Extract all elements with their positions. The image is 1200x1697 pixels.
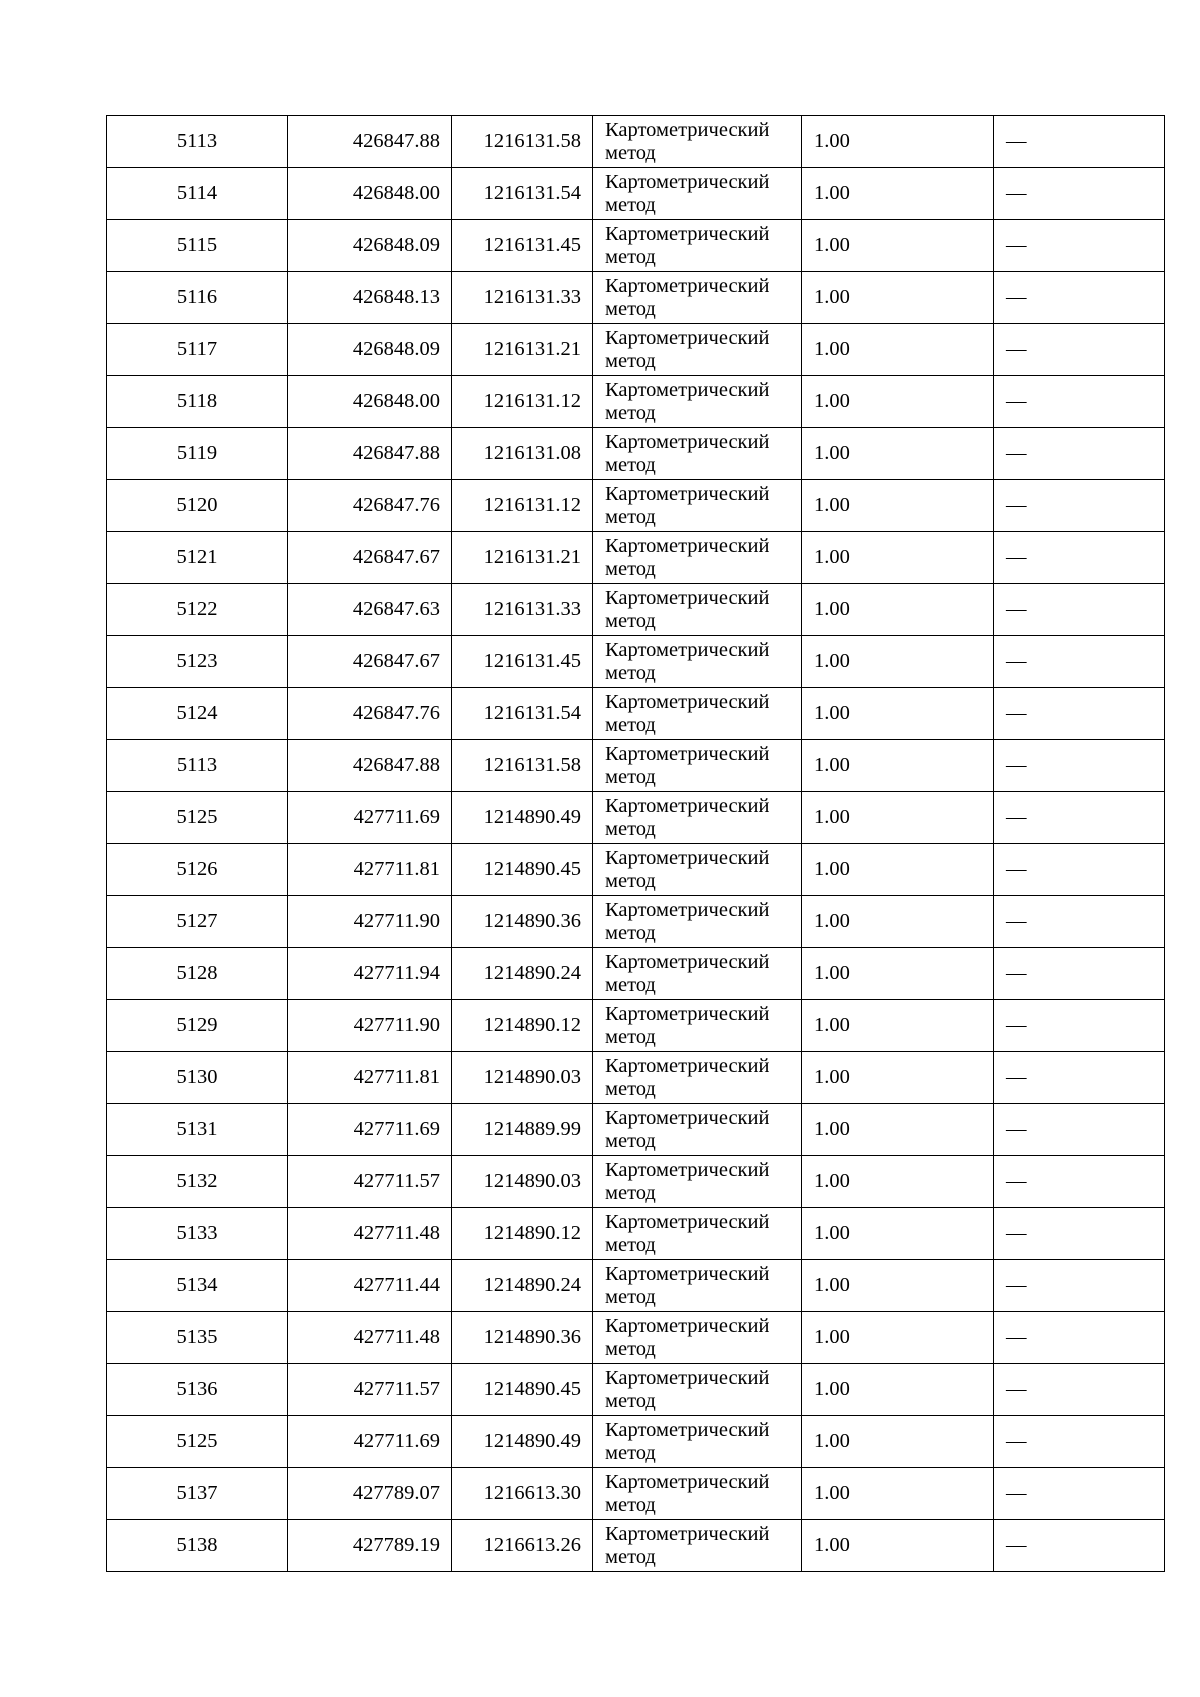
table-row <box>107 480 1165 532</box>
point-number-cell: 5131 <box>107 1104 288 1156</box>
x-coordinate-cell: 427711.81 <box>288 1052 452 1104</box>
method-cell: Картометрический метод <box>593 1468 802 1520</box>
table-row <box>107 1104 1165 1156</box>
description-cell: — <box>994 1520 1165 1572</box>
accuracy-cell: 1.00 <box>802 116 994 168</box>
x-coordinate-cell: 427711.81 <box>288 844 452 896</box>
method-cell: Картометрический метод <box>593 116 802 168</box>
accuracy-cell: 1.00 <box>802 1312 994 1364</box>
x-coordinate-cell: 426847.67 <box>288 532 452 584</box>
method-cell: Картометрический метод <box>593 428 802 480</box>
method-cell: Картометрический метод <box>593 220 802 272</box>
point-number-cell: 5121 <box>107 532 288 584</box>
description-cell: — <box>994 116 1165 168</box>
table-row <box>107 1364 1165 1416</box>
description-cell: — <box>994 688 1165 740</box>
y-coordinate-cell: 1216131.33 <box>452 272 593 324</box>
description-cell: — <box>994 1156 1165 1208</box>
method-cell: Картометрический метод <box>593 844 802 896</box>
coordinates-table <box>106 115 1165 1572</box>
accuracy-cell: 1.00 <box>802 1156 994 1208</box>
coordinates-table-body <box>107 116 1165 1572</box>
table-row <box>107 1312 1165 1364</box>
x-coordinate-cell: 426847.88 <box>288 116 452 168</box>
y-coordinate-cell: 1214890.12 <box>452 1208 593 1260</box>
x-coordinate-cell: 426847.88 <box>288 428 452 480</box>
description-cell: — <box>994 272 1165 324</box>
method-cell: Картометрический метод <box>593 1156 802 1208</box>
method-cell: Картометрический метод <box>593 584 802 636</box>
y-coordinate-cell: 1216131.21 <box>452 324 593 376</box>
point-number-cell: 5135 <box>107 1312 288 1364</box>
point-number-cell: 5133 <box>107 1208 288 1260</box>
x-coordinate-cell: 426847.88 <box>288 740 452 792</box>
method-cell: Картометрический метод <box>593 1104 802 1156</box>
point-number-cell: 5123 <box>107 636 288 688</box>
table-row <box>107 532 1165 584</box>
point-number-cell: 5119 <box>107 428 288 480</box>
accuracy-cell: 1.00 <box>802 480 994 532</box>
y-coordinate-cell: 1216131.58 <box>452 116 593 168</box>
x-coordinate-cell: 427789.19 <box>288 1520 452 1572</box>
y-coordinate-cell: 1214890.45 <box>452 1364 593 1416</box>
y-coordinate-cell: 1216131.12 <box>452 376 593 428</box>
point-number-cell: 5137 <box>107 1468 288 1520</box>
description-cell: — <box>994 532 1165 584</box>
y-coordinate-cell: 1214890.36 <box>452 1312 593 1364</box>
y-coordinate-cell: 1216131.45 <box>452 636 593 688</box>
method-cell: Картометрический метод <box>593 480 802 532</box>
accuracy-cell: 1.00 <box>802 584 994 636</box>
description-cell: — <box>994 740 1165 792</box>
method-cell: Картометрический метод <box>593 532 802 584</box>
description-cell: — <box>994 324 1165 376</box>
y-coordinate-cell: 1214890.24 <box>452 1260 593 1312</box>
y-coordinate-cell: 1214890.12 <box>452 1000 593 1052</box>
x-coordinate-cell: 426848.09 <box>288 324 452 376</box>
x-coordinate-cell: 427711.48 <box>288 1312 452 1364</box>
table-row <box>107 636 1165 688</box>
description-cell: — <box>994 220 1165 272</box>
point-number-cell: 5113 <box>107 740 288 792</box>
point-number-cell: 5115 <box>107 220 288 272</box>
table-row <box>107 896 1165 948</box>
x-coordinate-cell: 427789.07 <box>288 1468 452 1520</box>
point-number-cell: 5117 <box>107 324 288 376</box>
y-coordinate-cell: 1214890.03 <box>452 1156 593 1208</box>
accuracy-cell: 1.00 <box>802 220 994 272</box>
method-cell: Картометрический метод <box>593 792 802 844</box>
description-cell: — <box>994 1312 1165 1364</box>
x-coordinate-cell: 426847.67 <box>288 636 452 688</box>
x-coordinate-cell: 427711.69 <box>288 1416 452 1468</box>
description-cell: — <box>994 636 1165 688</box>
x-coordinate-cell: 427711.69 <box>288 1104 452 1156</box>
y-coordinate-cell: 1216131.08 <box>452 428 593 480</box>
accuracy-cell: 1.00 <box>802 896 994 948</box>
description-cell: — <box>994 844 1165 896</box>
y-coordinate-cell: 1216131.58 <box>452 740 593 792</box>
x-coordinate-cell: 426848.09 <box>288 220 452 272</box>
x-coordinate-cell: 427711.90 <box>288 1000 452 1052</box>
table-row <box>107 1260 1165 1312</box>
description-cell: — <box>994 376 1165 428</box>
y-coordinate-cell: 1214890.45 <box>452 844 593 896</box>
description-cell: — <box>994 948 1165 1000</box>
y-coordinate-cell: 1216131.54 <box>452 168 593 220</box>
description-cell: — <box>994 168 1165 220</box>
point-number-cell: 5120 <box>107 480 288 532</box>
method-cell: Картометрический метод <box>593 740 802 792</box>
table-row <box>107 844 1165 896</box>
method-cell: Картометрический метод <box>593 1416 802 1468</box>
method-cell: Картометрический метод <box>593 1000 802 1052</box>
accuracy-cell: 1.00 <box>802 1520 994 1572</box>
y-coordinate-cell: 1216131.54 <box>452 688 593 740</box>
accuracy-cell: 1.00 <box>802 1260 994 1312</box>
y-coordinate-cell: 1216131.12 <box>452 480 593 532</box>
y-coordinate-cell: 1216131.45 <box>452 220 593 272</box>
y-coordinate-cell: 1214889.99 <box>452 1104 593 1156</box>
y-coordinate-cell: 1214890.24 <box>452 948 593 1000</box>
accuracy-cell: 1.00 <box>802 376 994 428</box>
method-cell: Картометрический метод <box>593 948 802 1000</box>
description-cell: — <box>994 1104 1165 1156</box>
table-row <box>107 220 1165 272</box>
table-row <box>107 1520 1165 1572</box>
point-number-cell: 5138 <box>107 1520 288 1572</box>
accuracy-cell: 1.00 <box>802 532 994 584</box>
accuracy-cell: 1.00 <box>802 636 994 688</box>
description-cell: — <box>994 584 1165 636</box>
method-cell: Картометрический метод <box>593 688 802 740</box>
table-row <box>107 1052 1165 1104</box>
method-cell: Картометрический метод <box>593 168 802 220</box>
accuracy-cell: 1.00 <box>802 1468 994 1520</box>
accuracy-cell: 1.00 <box>802 1416 994 1468</box>
method-cell: Картометрический метод <box>593 1520 802 1572</box>
accuracy-cell: 1.00 <box>802 1000 994 1052</box>
table-row <box>107 740 1165 792</box>
point-number-cell: 5116 <box>107 272 288 324</box>
point-number-cell: 5125 <box>107 792 288 844</box>
accuracy-cell: 1.00 <box>802 948 994 1000</box>
table-row <box>107 792 1165 844</box>
table-row <box>107 376 1165 428</box>
y-coordinate-cell: 1216613.30 <box>452 1468 593 1520</box>
x-coordinate-cell: 427711.48 <box>288 1208 452 1260</box>
x-coordinate-cell: 426848.00 <box>288 168 452 220</box>
x-coordinate-cell: 426848.13 <box>288 272 452 324</box>
x-coordinate-cell: 426847.63 <box>288 584 452 636</box>
table-row <box>107 1156 1165 1208</box>
description-cell: — <box>994 1260 1165 1312</box>
accuracy-cell: 1.00 <box>802 168 994 220</box>
point-number-cell: 5122 <box>107 584 288 636</box>
method-cell: Картометрический метод <box>593 376 802 428</box>
description-cell: — <box>994 428 1165 480</box>
accuracy-cell: 1.00 <box>802 1364 994 1416</box>
method-cell: Картометрический метод <box>593 272 802 324</box>
y-coordinate-cell: 1216131.21 <box>452 532 593 584</box>
table-row <box>107 116 1165 168</box>
table-row <box>107 948 1165 1000</box>
point-number-cell: 5118 <box>107 376 288 428</box>
x-coordinate-cell: 427711.90 <box>288 896 452 948</box>
x-coordinate-cell: 427711.57 <box>288 1156 452 1208</box>
table-row <box>107 428 1165 480</box>
description-cell: — <box>994 792 1165 844</box>
accuracy-cell: 1.00 <box>802 1104 994 1156</box>
point-number-cell: 5128 <box>107 948 288 1000</box>
point-number-cell: 5124 <box>107 688 288 740</box>
table-row <box>107 324 1165 376</box>
description-cell: — <box>994 1052 1165 1104</box>
description-cell: — <box>994 1364 1165 1416</box>
y-coordinate-cell: 1214890.49 <box>452 792 593 844</box>
x-coordinate-cell: 427711.69 <box>288 792 452 844</box>
method-cell: Картометрический метод <box>593 896 802 948</box>
description-cell: — <box>994 1000 1165 1052</box>
point-number-cell: 5132 <box>107 1156 288 1208</box>
method-cell: Картометрический метод <box>593 1312 802 1364</box>
accuracy-cell: 1.00 <box>802 740 994 792</box>
table-row <box>107 272 1165 324</box>
point-number-cell: 5126 <box>107 844 288 896</box>
method-cell: Картометрический метод <box>593 324 802 376</box>
table-row <box>107 1000 1165 1052</box>
accuracy-cell: 1.00 <box>802 272 994 324</box>
y-coordinate-cell: 1214890.03 <box>452 1052 593 1104</box>
method-cell: Картометрический метод <box>593 1052 802 1104</box>
y-coordinate-cell: 1214890.36 <box>452 896 593 948</box>
accuracy-cell: 1.00 <box>802 428 994 480</box>
table-row <box>107 168 1165 220</box>
description-cell: — <box>994 1416 1165 1468</box>
accuracy-cell: 1.00 <box>802 324 994 376</box>
y-coordinate-cell: 1216613.26 <box>452 1520 593 1572</box>
table-row <box>107 1208 1165 1260</box>
description-cell: — <box>994 896 1165 948</box>
accuracy-cell: 1.00 <box>802 1052 994 1104</box>
point-number-cell: 5129 <box>107 1000 288 1052</box>
x-coordinate-cell: 427711.44 <box>288 1260 452 1312</box>
point-number-cell: 5136 <box>107 1364 288 1416</box>
x-coordinate-cell: 427711.94 <box>288 948 452 1000</box>
x-coordinate-cell: 426847.76 <box>288 480 452 532</box>
point-number-cell: 5114 <box>107 168 288 220</box>
accuracy-cell: 1.00 <box>802 1208 994 1260</box>
table-row <box>107 1416 1165 1468</box>
y-coordinate-cell: 1214890.49 <box>452 1416 593 1468</box>
point-number-cell: 5134 <box>107 1260 288 1312</box>
table-row <box>107 584 1165 636</box>
x-coordinate-cell: 427711.57 <box>288 1364 452 1416</box>
table-row <box>107 688 1165 740</box>
description-cell: — <box>994 1468 1165 1520</box>
description-cell: — <box>994 1208 1165 1260</box>
point-number-cell: 5113 <box>107 116 288 168</box>
x-coordinate-cell: 426847.76 <box>288 688 452 740</box>
point-number-cell: 5130 <box>107 1052 288 1104</box>
table-row <box>107 1468 1165 1520</box>
point-number-cell: 5125 <box>107 1416 288 1468</box>
accuracy-cell: 1.00 <box>802 844 994 896</box>
method-cell: Картометрический метод <box>593 1260 802 1312</box>
method-cell: Картометрический метод <box>593 1208 802 1260</box>
point-number-cell: 5127 <box>107 896 288 948</box>
method-cell: Картометрический метод <box>593 1364 802 1416</box>
y-coordinate-cell: 1216131.33 <box>452 584 593 636</box>
description-cell: — <box>994 480 1165 532</box>
accuracy-cell: 1.00 <box>802 792 994 844</box>
accuracy-cell: 1.00 <box>802 688 994 740</box>
x-coordinate-cell: 426848.00 <box>288 376 452 428</box>
method-cell: Картометрический метод <box>593 636 802 688</box>
